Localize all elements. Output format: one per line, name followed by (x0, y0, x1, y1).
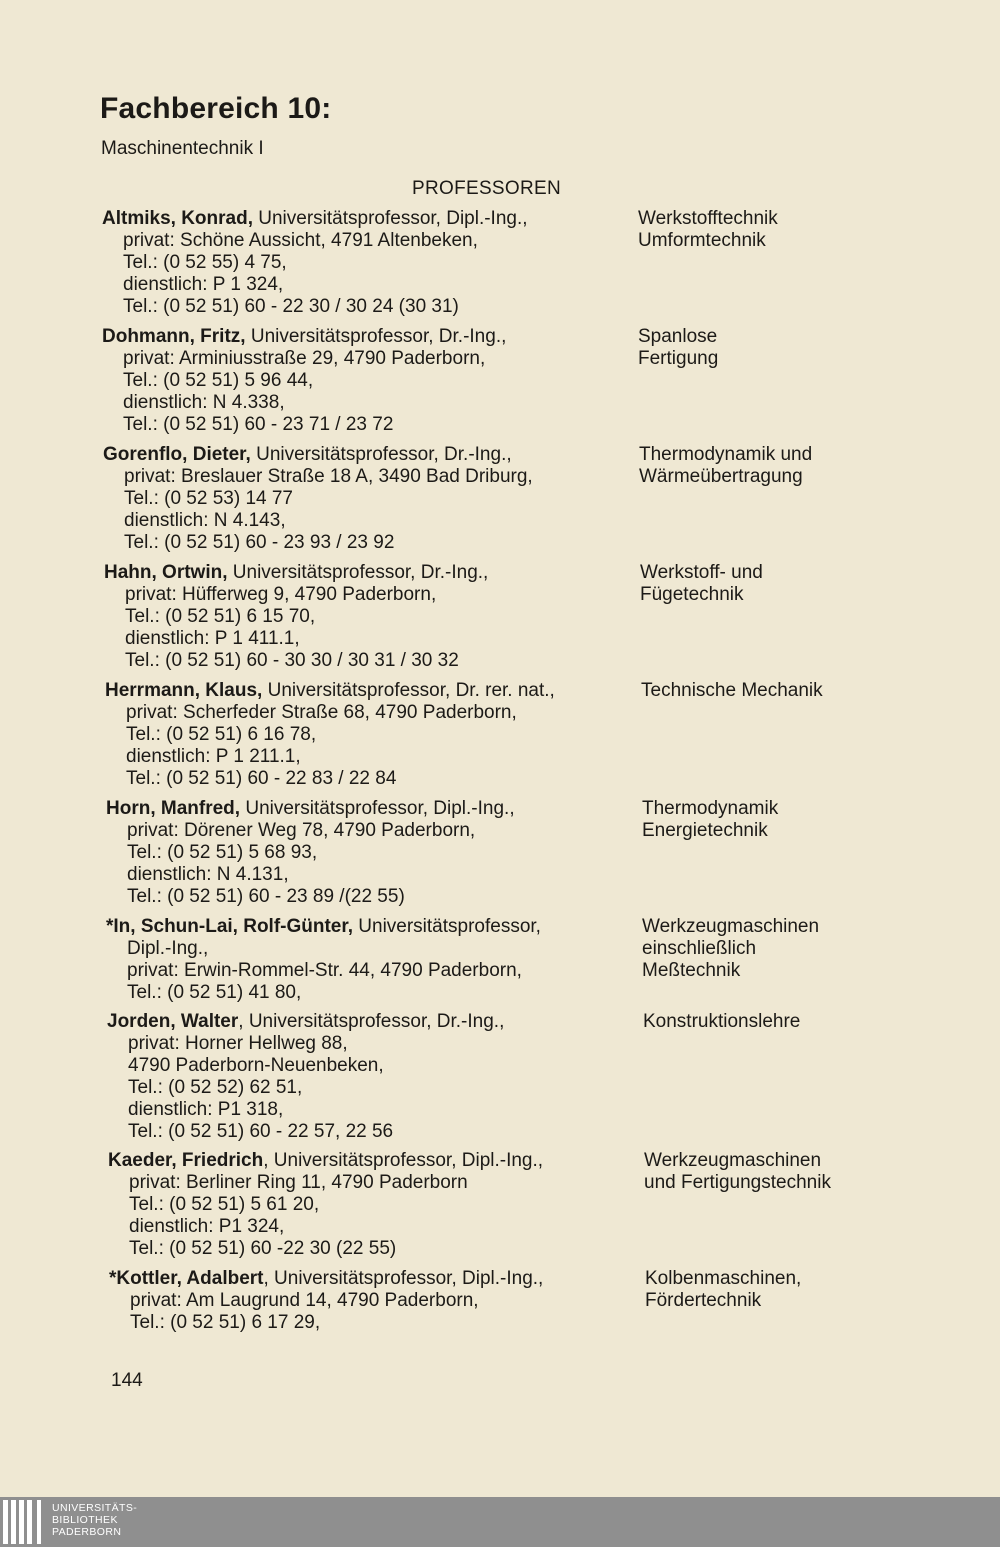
page-number: 144 (111, 1370, 143, 1391)
subject-area-line: Konstruktionslehre (643, 1011, 801, 1032)
professor-detail-line: privat: Berliner Ring 11, 4790 Paderborn (129, 1172, 468, 1193)
professor-detail-line: Tel.: (0 52 51) 60 - 23 71 / 23 72 (123, 414, 394, 435)
professor-detail-line: Tel.: (0 52 51) 60 - 22 30 / 30 24 (30 31) (123, 296, 459, 317)
library-footer-bar (0, 1497, 1000, 1547)
library-logo-icon (0, 1497, 46, 1547)
subject-area-line: Wärmeübertragung (639, 466, 803, 487)
professor-info (104, 562, 624, 672)
professor-heading-line (105, 680, 625, 702)
professor-detail-line: dienstlich: N 4.143, (124, 510, 286, 531)
section-heading: PROFESSOREN (412, 178, 561, 199)
professor-heading-line (108, 1150, 628, 1172)
subject-area-line: Spanlose (638, 326, 718, 347)
professor-title: Universitätsprofessor, Dipl.-Ing., (240, 798, 515, 819)
professor-heading-line (104, 562, 624, 584)
professor-detail-line: Tel.: (0 52 51) 5 68 93, (127, 842, 318, 863)
professor-title: , Universitätsprofessor, Dipl.-Ing., (263, 1268, 544, 1289)
professor-detail-line: Dipl.-Ing., (127, 938, 209, 959)
professor-title: Universitätsprofessor, Dipl.-Ing., (252, 208, 528, 229)
professor-title: Universitätsprofessor, Dr.-Ing., (250, 444, 512, 465)
professor-detail-line: Tel.: (0 52 51) 60 - 23 93 / 23 92 (124, 532, 395, 553)
subject-area (638, 208, 888, 252)
professor-info (108, 1150, 628, 1260)
professor-heading-line (109, 1268, 629, 1290)
subject-area-line: und Fertigungstechnik (644, 1172, 831, 1193)
subject-area-line: einschließlich (642, 938, 757, 959)
professor-title: Universitätsprofessor, Dr.-Ing., (245, 326, 507, 347)
professor-name: Herrmann, Klaus, (105, 680, 263, 701)
subject-area (644, 1150, 894, 1194)
professor-detail-line: Tel.: (0 52 51) 5 96 44, (123, 370, 314, 391)
professor-heading-line (106, 798, 626, 820)
subject-area-line: Werkstoff- und (640, 562, 763, 583)
subject-area-line: Werkstofftechnik (638, 208, 778, 229)
subject-area (639, 444, 889, 488)
library-logo-line: BIBLIOTHEK (52, 1514, 118, 1526)
professor-info (102, 326, 622, 436)
professor-detail-line: dienstlich: P1 324, (129, 1216, 285, 1237)
professor-detail-line: privat: Breslauer Straße 18 A, 3490 Bad Driburg, (124, 466, 533, 487)
subject-area-line: Technische Mechanik (641, 680, 823, 701)
professor-detail-line: Tel.: (0 52 51) 41 80, (127, 982, 302, 1003)
subject-area-line: Fügetechnik (640, 584, 744, 605)
professor-detail-line: Tel.: (0 52 51) 60 - 30 30 / 30 31 / 30 32 (125, 650, 459, 671)
professor-name: Hahn, Ortwin, (104, 562, 228, 583)
professor-detail-line: privat: Arminiusstraße 29, 4790 Paderborn, (123, 348, 486, 369)
professor-title: , Universitätsprofessor, Dr.-Ing., (238, 1011, 505, 1032)
professor-detail-line: privat: Schöne Aussicht, 4791 Altenbeken, (123, 230, 478, 251)
subject-area (640, 562, 890, 606)
subject-area-line: Energietechnik (642, 820, 768, 841)
professor-name: Dohmann, Fritz, (102, 326, 246, 347)
professor-title: Universitätsprofessor, Dr.-Ing., (227, 562, 489, 583)
professor-detail-line: privat: Am Laugrund 14, 4790 Paderborn, (130, 1290, 479, 1311)
professor-heading-line (106, 916, 626, 938)
professor-detail-line: Tel.: (0 52 51) 60 -22 30 (22 55) (129, 1238, 397, 1259)
professor-detail-line: Tel.: (0 52 51) 6 15 70, (125, 606, 316, 627)
professor-detail-line: Tel.: (0 52 53) 14 77 (124, 488, 293, 509)
professor-detail-line: dienstlich: P 1 324, (123, 274, 284, 295)
professor-detail-line: privat: Horner Hellweg 88, (128, 1033, 348, 1054)
professor-heading-line (102, 326, 622, 348)
library-logo-text (52, 1502, 137, 1538)
professor-name: Kaeder, Friedrich (108, 1150, 264, 1171)
professor-detail-line: privat: Dörener Weg 78, 4790 Paderborn, (127, 820, 476, 841)
page-title: Fachbereich 10: (100, 92, 332, 125)
professor-detail-line: Tel.: (0 52 52) 62 51, (128, 1077, 303, 1098)
professor-detail-line: Tel.: (0 52 51) 5 61 20, (129, 1194, 320, 1215)
professor-detail-line: 4790 Paderborn-Neuenbeken, (128, 1055, 384, 1076)
professor-name: Jorden, Walter (107, 1011, 239, 1032)
subject-area (638, 326, 888, 370)
subject-area-line: Umformtechnik (638, 230, 766, 251)
professor-info (106, 916, 626, 1004)
professor-info (109, 1268, 629, 1334)
subject-area-line: Thermodynamik und (639, 444, 813, 465)
professor-title: Universitätsprofessor, (353, 916, 541, 937)
professor-info (106, 798, 626, 908)
subject-area-line: Kolbenmaschinen, (645, 1268, 802, 1289)
subject-area (642, 916, 892, 982)
professor-name: Horn, Manfred, (106, 798, 241, 819)
professor-heading-line (107, 1011, 627, 1033)
professor-name: *In, Schun-Lai, Rolf-Günter, (106, 916, 353, 937)
professor-title: , Universitätsprofessor, Dipl.-Ing., (263, 1150, 544, 1171)
professor-info (102, 208, 622, 318)
professor-detail-line: dienstlich: N 4.338, (123, 392, 285, 413)
subject-area (645, 1268, 895, 1312)
professor-heading-line (102, 208, 622, 230)
professor-name: *Kottler, Adalbert (109, 1268, 264, 1289)
subject-area-line: Werkzeugmaschinen (644, 1150, 822, 1171)
library-logo-line: PADERBORN (52, 1526, 122, 1538)
subject-area (641, 680, 891, 702)
professor-detail-line: Tel.: (0 52 51) 60 - 23 89 /(22 55) (127, 886, 405, 907)
professor-name: Gorenflo, Dieter, (103, 444, 251, 465)
library-logo-line: UNIVERSITÄTS- (52, 1502, 138, 1514)
subject-area-line: Thermodynamik (642, 798, 779, 819)
professor-detail-line: privat: Erwin-Rommel-Str. 44, 4790 Paderborn, (127, 960, 522, 981)
professor-detail-line: Tel.: (0 52 51) 60 - 22 57, 22 56 (128, 1121, 394, 1142)
professor-name: Altmiks, Konrad, (102, 208, 253, 229)
subject-area-line: Fertigung (638, 348, 719, 369)
professor-info (107, 1011, 627, 1143)
subject-area-line: Werkzeugmaschinen (642, 916, 820, 937)
subject-area-line: Fördertechnik (645, 1290, 762, 1311)
professor-detail-line: dienstlich: N 4.131, (127, 864, 289, 885)
professor-detail-line: Tel.: (0 52 51) 6 17 29, (130, 1312, 321, 1333)
professor-heading-line (103, 444, 623, 466)
professor-detail-line: privat: Scherfeder Straße 68, 4790 Paderborn, (126, 702, 517, 723)
subject-area (642, 798, 892, 842)
professor-detail-line: Tel.: (0 52 55) 4 75, (123, 252, 287, 273)
subject-area (643, 1011, 893, 1033)
subject-area-line: Meßtechnik (642, 960, 741, 981)
professor-info (105, 680, 625, 790)
professor-title: Universitätsprofessor, Dr. rer. nat., (262, 680, 555, 701)
professor-detail-line: Tel.: (0 52 51) 60 - 22 83 / 22 84 (126, 768, 397, 789)
professor-detail-line: privat: Hüfferweg 9, 4790 Paderborn, (125, 584, 437, 605)
professor-info (103, 444, 623, 554)
professor-detail-line: dienstlich: P1 318, (128, 1099, 284, 1120)
professor-detail-line: dienstlich: P 1 411.1, (125, 628, 300, 649)
professor-detail-line: dienstlich: P 1 211.1, (126, 746, 301, 767)
professor-detail-line: Tel.: (0 52 51) 6 16 78, (126, 724, 317, 745)
page-subtitle: Maschinentechnik I (101, 138, 264, 159)
